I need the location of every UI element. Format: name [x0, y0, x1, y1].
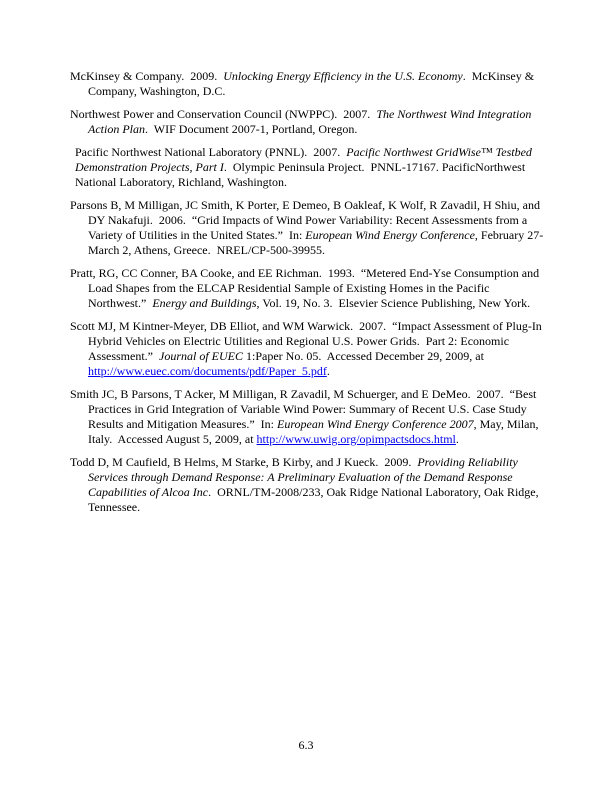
reference-text: Smith JC, B Parsons, T Acker, M Milligan, R Zavadil, M Schuerger, and E DeMeo. 2007. “Best Practices in Grid Integration of Variable Wind Power: Summary of Recent U.S. Case Study Results and Mitigation Measures.” In: [70, 387, 540, 431]
reference-title-italic: Unlocking Energy Efficiency in the U.S. Economy [223, 69, 463, 83]
page-number: 6.3 [298, 738, 314, 752]
reference-text: McKinsey & Company. 2009. [70, 69, 224, 83]
reference-text: . [326, 364, 330, 378]
reference-text: Parsons B, M Milligan, JC Smith, K Porter, E Demeo, B Oakleaf, K Wolf, R Zavadil, H Shiu, and DY Nakafuji. 2006. “Grid Impacts of Wind Power Variability: Recent Assessments from a Variety of Utilities in the United States.” In: [70, 198, 543, 242]
reference-title-italic: Journal of EUEC [159, 349, 243, 363]
reference-entry [70, 266, 544, 311]
reference-title-italic: Providing Reliability Services through Demand Response: A Preliminary Evaluation of the Demand Response Capabilities of Alcoa Inc [88, 455, 521, 499]
reference-text: Pacific Northwest National Laboratory (PNNL). 2007. [75, 145, 347, 159]
reference-link[interactable]: http://www.euec.com/documents/pdf/Paper_5.pdf [88, 364, 327, 378]
reference-entry [70, 387, 544, 447]
reference-text: Scott MJ, M Kintner-Meyer, DB Elliot, and WM Warwick. 2007. “Impact Assessment of Plug-In Hybrid Vehicles on Electric Utilities and Regional U.S. Power Grids. Part 2: Economic Assessment.” [70, 319, 545, 363]
reference-title-italic: European Wind Energy Conference 2007 [276, 417, 474, 431]
reference-entry [70, 319, 544, 379]
reference-link[interactable]: http://www.uwig.org/opimpactsdocs.html [256, 432, 456, 446]
reference-text: , May, Milan, Italy. Accessed August 5, 2009, at [88, 417, 542, 446]
reference-text: . [455, 432, 459, 446]
reference-text: Todd D, M Caufield, B Helms, M Starke, B Kirby, and J Kueck. 2009. [70, 455, 418, 469]
reference-entry [70, 107, 544, 137]
reference-text: , February 27-March 2, Athens, Greece. NREL/CP-500-39955. [88, 228, 544, 257]
reference-entry [70, 455, 544, 515]
reference-title-italic: European Wind Energy Conference [305, 228, 475, 242]
reference-title-italic: Pacific Northwest GridWise™ Testbed Demonstration Projects, Part I [75, 145, 535, 174]
reference-entry [70, 69, 544, 99]
reference-text: 1:Paper No. 05. Accessed December 29, 2009, at [243, 349, 487, 363]
reference-entry [70, 145, 544, 190]
reference-text: Northwest Power and Conservation Council (NWPPC). 2007. [70, 107, 377, 121]
reference-title-italic: Energy and Buildings [152, 296, 257, 310]
reference-text: . ORNL/TM-2008/233, Oak Ridge National Laboratory, Oak Ridge, Tennessee. [88, 485, 542, 514]
reference-entry [70, 198, 544, 258]
reference-text: . Olympic Peninsula Project. PNNL-17167. PacificNorthwest National Laboratory, Richland, Washington. [75, 160, 529, 189]
reference-text: , Vol. 19, No. 3. Elsevier Science Publishing, New York. [256, 296, 531, 310]
references-list [70, 69, 544, 523]
reference-title-italic: The Northwest Wind Integration Action Plan [88, 107, 535, 136]
reference-text: . WIF Document 2007-1, Portland, Oregon. [145, 122, 358, 136]
reference-text: Pratt, RG, CC Conner, BA Cooke, and EE Richman. 1993. “Metered End-Yse Consumption and Load Shapes from the ELCAP Residential Sample of Existing Homes in the Pacific Northwest.” [70, 266, 543, 310]
reference-text: . McKinsey & Company, Washington, D.C. [88, 69, 538, 98]
